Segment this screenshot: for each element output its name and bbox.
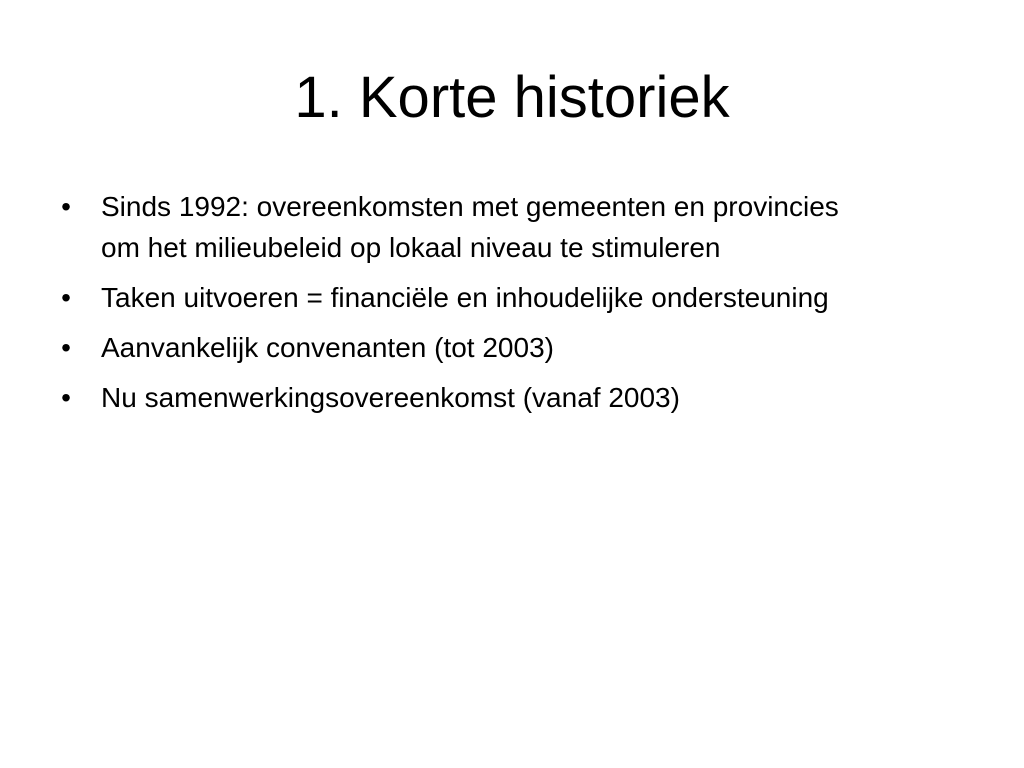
bullet-text: Taken uitvoeren = financiële en inhoudelijke ondersteuning — [101, 282, 829, 313]
bullet-item — [56, 186, 876, 268]
bullet-text: Sinds 1992: overeenkomsten met gemeenten en provincies om het milieubeleid op lokaal niveau te stimuleren — [101, 191, 839, 263]
bullet-list — [56, 186, 876, 427]
bullet-text: Nu samenwerkingsovereenkomst (vanaf 2003) — [101, 382, 680, 413]
bullet-item — [56, 327, 876, 368]
bullet-item — [56, 277, 876, 318]
bullet-marker: • — [61, 382, 71, 413]
bullet-marker: • — [61, 332, 71, 363]
bullet-marker: • — [61, 191, 71, 222]
bullet-item — [56, 377, 876, 418]
bullet-text: Aanvankelijk convenanten (tot 2003) — [101, 332, 554, 363]
slide-title: 1. Korte historiek — [294, 65, 730, 130]
bullet-marker: • — [61, 282, 71, 313]
